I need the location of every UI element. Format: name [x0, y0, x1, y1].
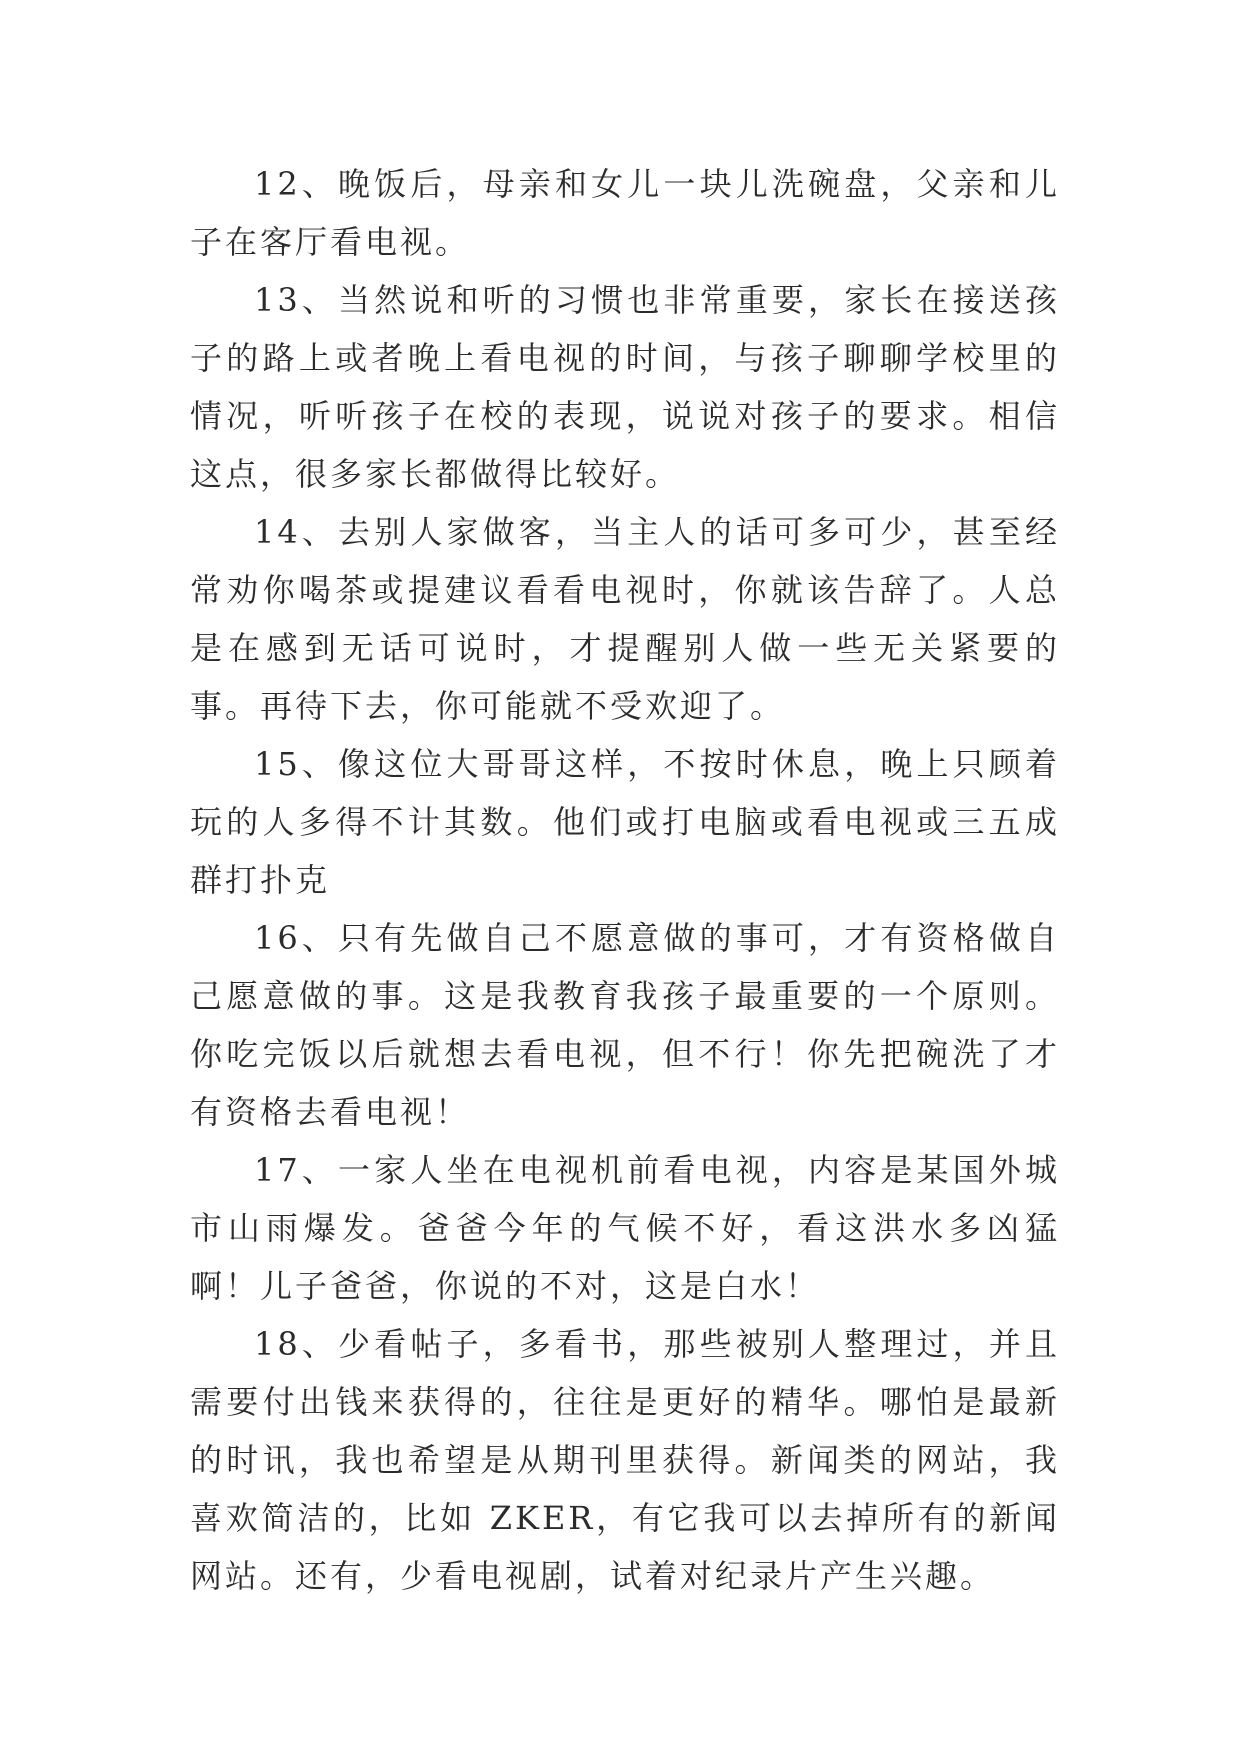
document-body: [190, 155, 1060, 1605]
paragraph-15: 15、像这位大哥哥这样，不按时休息，晚上只顾着玩的人多得不计其数。他们或打电脑或看电视或三五成群打扑克: [190, 745, 1060, 899]
paragraph-17: 17、一家人坐在电视机前看电视，内容是某国外城市山雨爆发。爸爸今年的气候不好，看这洪水多凶猛啊！儿子爸爸，你说的不对，这是白水！: [190, 1151, 1060, 1305]
paragraph-13: 13、当然说和听的习惯也非常重要，家长在接送孩子的路上或者晚上看电视的时间，与孩子聊聊学校里的情况，听听孩子在校的表现，说说对孩子的要求。相信这点，很多家长都做得比较好。: [190, 281, 1060, 493]
paragraph-14: 14、去别人家做客，当主人的话可多可少，甚至经常劝你喝茶或提建议看看电视时，你就该告辞了。人总是在感到无话可说时，才提醒别人做一些无关紧要的事。再待下去，你可能就不受欢迎了。: [190, 513, 1060, 725]
paragraph-16: 16、只有先做自己不愿意做的事可，才有资格做自己愿意做的事。这是我教育我孩子最重要的一个原则。你吃完饭以后就想去看电视，但不行！你先把碗洗了才有资格去看电视！: [190, 919, 1060, 1131]
paragraph-18: 18、少看帖子，多看书，那些被别人整理过，并且需要付出钱来获得的，往往是更好的精华。哪怕是最新的时讯，我也希望是从期刊里获得。新闻类的网站，我喜欢简洁的，比如 ZKER，有它我可以去掉所有的新闻网站。还有，少看电视剧，试着对纪录片产生兴趣。: [190, 1325, 1060, 1595]
paragraph-12: 12、晚饭后，母亲和女儿一块儿洗碗盘，父亲和儿子在客厅看电视。: [190, 165, 1060, 261]
